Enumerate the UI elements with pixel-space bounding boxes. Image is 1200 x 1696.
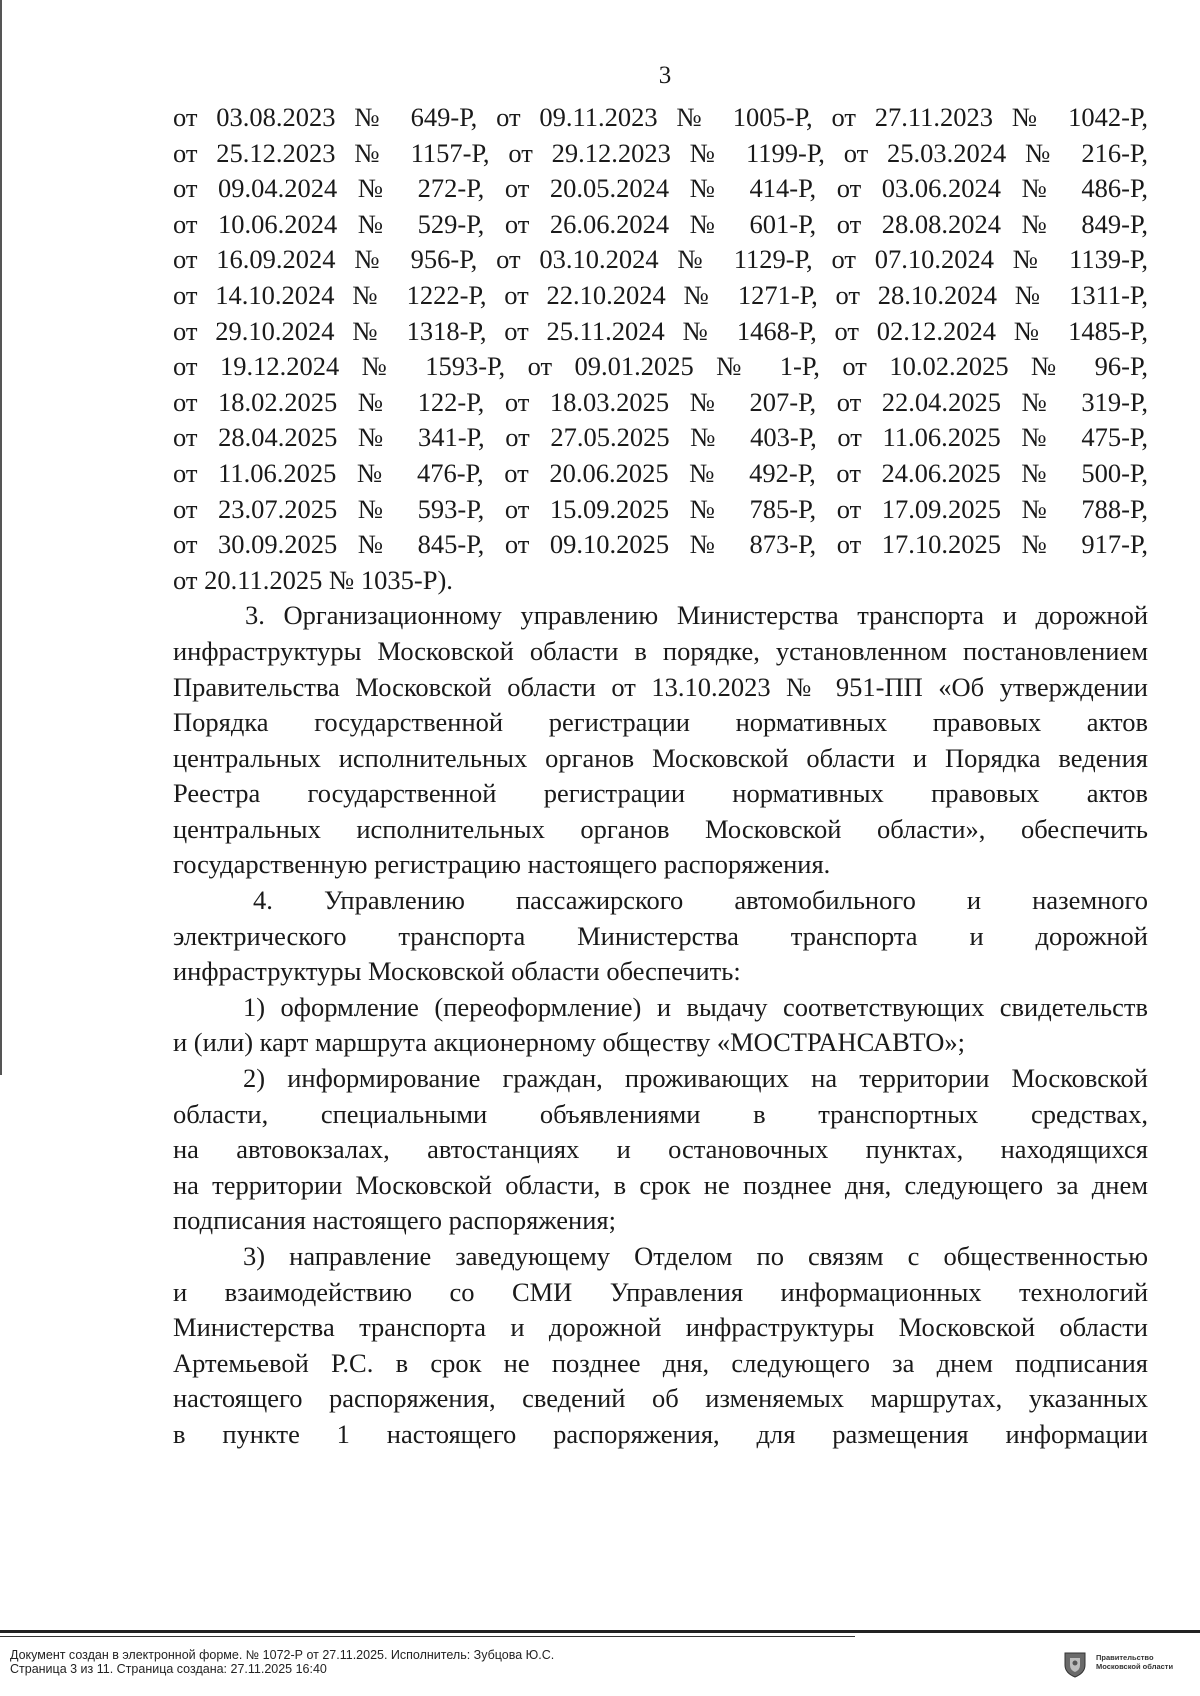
page-number: 3 <box>658 62 672 89</box>
text-line: Министерства транспорта и дорожной инфраструктуры Московской области <box>173 1312 1148 1343</box>
text-line: государственную регистрацию настоящего распоряжения. <box>173 849 831 880</box>
left-margin-rule <box>0 0 2 1075</box>
text-line: от 18.02.2025 № 122-Р, от 18.03.2025 № 207-Р, от 22.04.2025 № 319-Р, <box>173 386 1148 417</box>
text-line: в пункте 1 настоящего распоряжения, для размещения информации <box>173 1418 1148 1449</box>
text-line: 1) оформление (переоформление) и выдачу соответствующих свидетельств <box>243 991 1148 1022</box>
coat-of-arms-icon <box>1062 1650 1088 1678</box>
text-line: 3. Организационному управлению Министерства транспорта и дорожной <box>245 600 1148 631</box>
text-line: от 19.12.2024 № 1593-Р, от 09.01.2025 № 1-Р, от 10.02.2025 № 96-Р, <box>173 351 1148 382</box>
text-line: центральных исполнительных органов Московской области и Порядка ведения <box>173 742 1148 773</box>
text-line: на автовокзалах, автостанциях и остановочных пунктах, находящихся <box>173 1134 1148 1165</box>
text-line: электрического транспорта Министерства транспорта и дорожной <box>173 920 1148 951</box>
footer-divider-thin <box>0 1636 855 1637</box>
text-line: от 30.09.2025 № 845-Р, от 09.10.2025 № 873-Р, от 17.10.2025 № 917-Р, <box>173 529 1148 560</box>
footer-organization <box>1096 1653 1173 1671</box>
text-line: от 28.04.2025 № 341-Р, от 27.05.2025 № 403-Р, от 11.06.2025 № 475-Р, <box>173 422 1148 453</box>
text-line: Артемьевой Р.С. в срок не позднее дня, следующего за днем подписания <box>173 1347 1148 1378</box>
text-line: от 03.08.2023 № 649-Р, от 09.11.2023 № 1005-Р, от 27.11.2023 № 1042-Р, <box>173 102 1148 132</box>
text-line: от 09.04.2024 № 272-Р, от 20.05.2024 № 414-Р, от 03.06.2024 № 486-Р, <box>173 173 1148 204</box>
text-line: от 20.11.2025 № 1035-Р). <box>173 564 453 595</box>
text-line: и взаимодействию со СМИ Управления информационных технологий <box>173 1276 1148 1307</box>
text-line: от 29.10.2024 № 1318-Р, от 25.11.2024 № 1468-Р, от 02.12.2024 № 1485-Р, <box>173 315 1148 346</box>
text-line: Правительства Московской области от 13.10.2023 № 951-ПП «Об утверждении <box>173 671 1148 702</box>
text-line: от 23.07.2025 № 593-Р, от 15.09.2025 № 785-Р, от 17.09.2025 № 788-Р, <box>173 493 1148 524</box>
footer-divider <box>0 1630 1200 1633</box>
text-line: 2) информирование граждан, проживающих на территории Московской <box>243 1063 1148 1094</box>
text-line: на территории Московской области, в срок не позднее дня, следующего за днем <box>173 1169 1148 1200</box>
text-line: инфраструктуры Московской области обеспечить: <box>173 956 741 987</box>
text-line: Порядка государственной регистрации нормативных правовых актов <box>173 707 1148 738</box>
text-line: от 16.09.2024 № 956-Р, от 03.10.2024 № 1129-Р, от 07.10.2024 № 1139-Р, <box>173 244 1148 275</box>
footer-page-info: Страница 3 из 11. Страница создана: 27.11.2025 16:40 <box>10 1662 327 1676</box>
text-line: Реестра государственной регистрации нормативных правовых актов <box>173 778 1148 809</box>
text-line: подписания настоящего распоряжения; <box>173 1205 616 1236</box>
text-line: настоящего распоряжения, сведений об изменяемых маршрутах, указанных <box>173 1383 1148 1414</box>
footer-org-line2: Московской области <box>1096 1662 1174 1671</box>
text-line: области, специальными объявлениями в транспортных средствах, <box>173 1098 1148 1129</box>
text-line: от 14.10.2024 № 1222-Р, от 22.10.2024 № 1271-Р, от 28.10.2024 № 1311-Р, <box>173 279 1148 310</box>
text-line: инфраструктуры Московской области в порядке, установленном постановлением <box>173 635 1148 666</box>
text-line: и (или) карт маршрута акционерному обществу «МОСТРАНСАВТО»; <box>173 1027 966 1058</box>
document-body <box>173 100 1148 1453</box>
footer-info <box>10 1648 554 1676</box>
text-line: 4. Управлению пассажирского автомобильного и наземного <box>253 885 1148 916</box>
text-line: 3) направление заведующему Отделом по связям с общественностью <box>243 1241 1148 1271</box>
text-line: от 10.06.2024 № 529-Р, от 26.06.2024 № 601-Р, от 28.08.2024 № 849-Р, <box>173 208 1148 239</box>
text-line: от 25.12.2023 № 1157-Р, от 29.12.2023 № 1199-Р, от 25.03.2024 № 216-Р, <box>173 137 1148 168</box>
text-line: центральных исполнительных органов Московской области», обеспечить <box>173 813 1148 844</box>
footer-org-line1: Правительство <box>1096 1653 1154 1662</box>
footer-document-info: Документ создан в электронной форме. № 1072-Р от 27.11.2025. Исполнитель: Зубцова Ю.С. <box>10 1648 555 1662</box>
text-line: от 11.06.2025 № 476-Р, от 20.06.2025 № 492-Р, от 24.06.2025 № 500-Р, <box>173 457 1148 488</box>
